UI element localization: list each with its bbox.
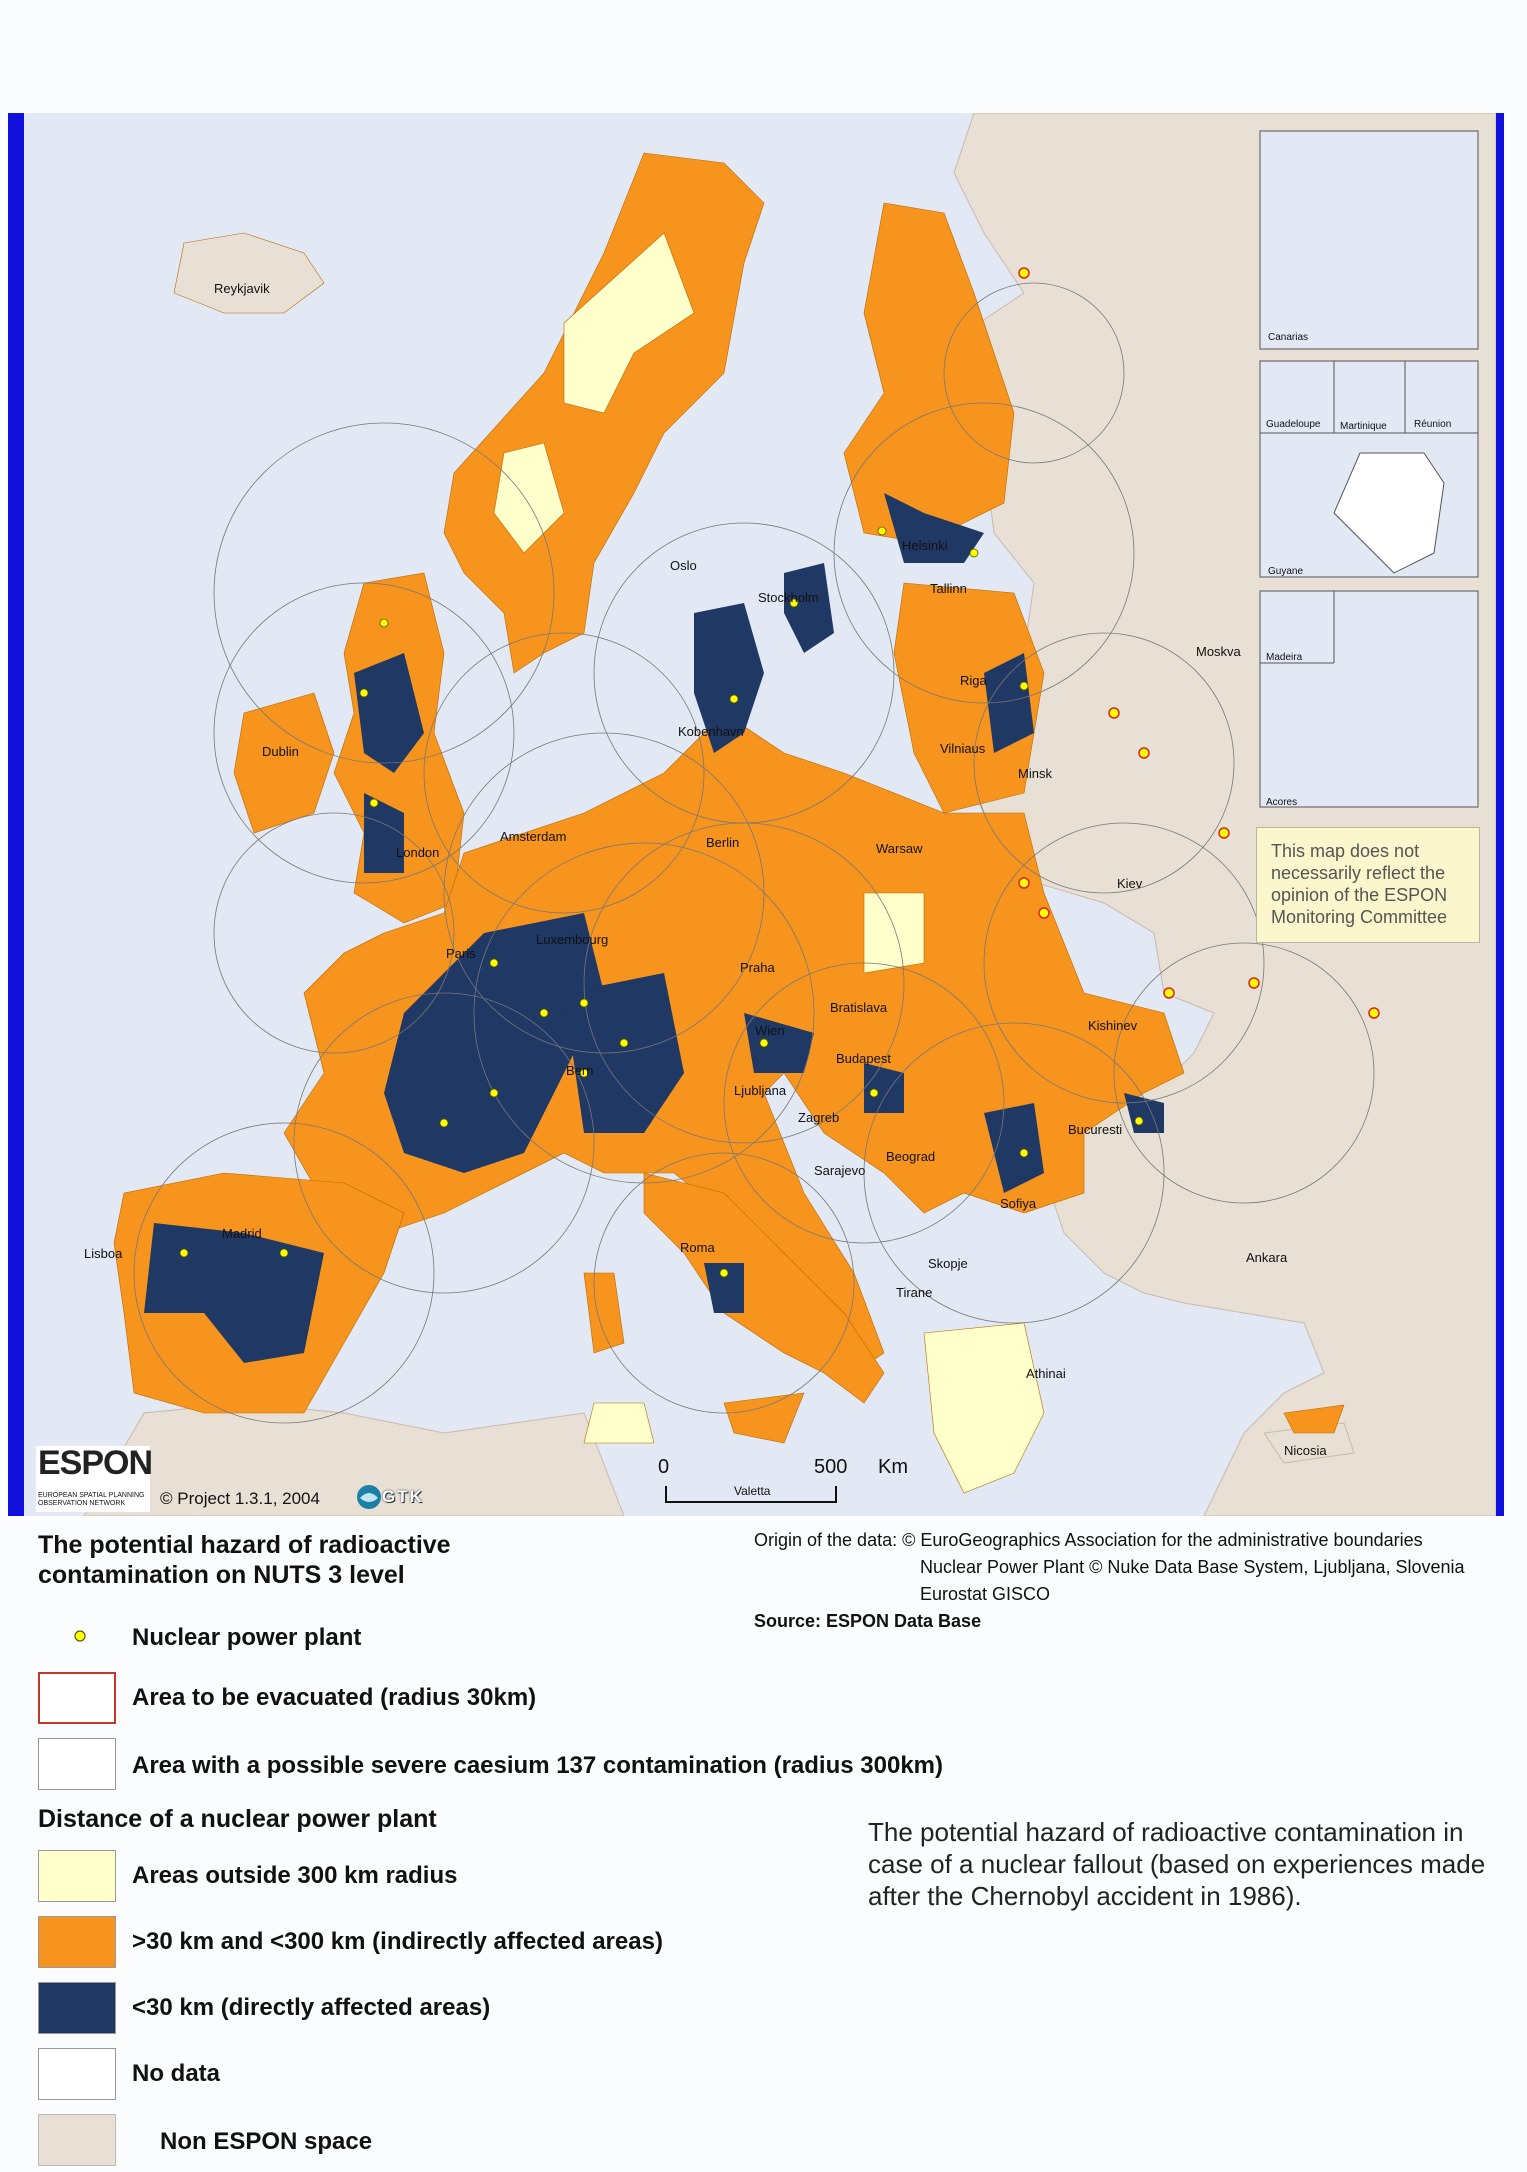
copyright: © Project 1.3.1, 2004: [160, 1489, 320, 1508]
city-label: Athinai: [1026, 1366, 1066, 1381]
espon-logo: [36, 1444, 153, 1512]
city-label: Sarajevo: [814, 1163, 866, 1178]
city-label: Kiev: [1117, 876, 1143, 891]
city-label: Tirane: [896, 1285, 933, 1300]
inset-label: Guadeloupe: [1266, 419, 1321, 430]
class-swatch: [38, 2114, 116, 2166]
gtk-text: GTK: [382, 1487, 424, 1506]
city-label: Bucuresti: [1068, 1122, 1123, 1137]
scale-unit: Km: [878, 1456, 908, 1478]
inset-label: Madeira: [1266, 652, 1303, 663]
city-label: Madrid: [222, 1226, 262, 1241]
scale-start: 0: [658, 1456, 670, 1478]
city-label: Bern: [566, 1063, 594, 1078]
grey-outline-swatch: [38, 1738, 116, 1790]
legend-label: Non ESPON space: [160, 2128, 373, 2155]
city-label: Oslo: [670, 558, 697, 573]
city-label: Amsterdam: [500, 829, 567, 844]
city-label: Helsinki: [902, 538, 948, 553]
city-label: Lisboa: [84, 1246, 123, 1261]
city-label: Ankara: [1246, 1250, 1288, 1265]
city-label: Tallinn: [930, 581, 967, 596]
disclaimer-box: This map does not necessarily reflect the opinion of the ESPON Monitoring Committee: [1256, 827, 1480, 943]
inset-label: Guyane: [1268, 566, 1304, 577]
city-label: Warsaw: [876, 841, 923, 856]
logo-word: ESPON: [38, 1444, 153, 1482]
gtk-globe-icon: [356, 1484, 382, 1510]
legend-label: Areas outside 300 km radius: [132, 1862, 458, 1889]
legend-title-line: The potential hazard of radioactive: [38, 1531, 451, 1559]
city-label: Praha: [740, 960, 775, 975]
city-label: Sofiya: [1000, 1196, 1037, 1211]
city-label: Budapest: [836, 1051, 891, 1066]
origin-line: Origin of the data: © EuroGeographics Association for the administrative boundaries: [754, 1530, 1423, 1550]
scale-end: 500: [814, 1456, 848, 1478]
city-label: Nicosia: [1284, 1443, 1327, 1458]
city-label: Berlin: [706, 835, 740, 850]
city-label: Zagreb: [798, 1110, 840, 1125]
inset-label: Canarias: [1268, 332, 1309, 343]
class-swatch: [38, 1982, 116, 2034]
inset-label: Réunion: [1414, 419, 1452, 430]
source-line: Source: ESPON Data Base: [754, 1611, 982, 1631]
city-label: Dublin: [262, 744, 299, 759]
city-label: London: [396, 845, 440, 860]
legend-label: Nuclear power plant: [132, 1624, 362, 1651]
europe-map: [24, 113, 1496, 1516]
legend-label: No data: [132, 2060, 221, 2087]
city-label: Bratislava: [830, 1000, 888, 1015]
distance-title: Distance of a nuclear power plant: [38, 1805, 437, 1833]
city-label: Vilniaus: [940, 741, 986, 756]
legend-label: Area with a possible severe caesium 137 contamination (radius 300km): [132, 1752, 943, 1779]
city-label: Kobenhavn: [678, 724, 744, 739]
city-label: Paris: [446, 946, 476, 961]
inset-label: Acores: [1266, 797, 1298, 808]
legend-label: Area to be evacuated (radius 30km): [132, 1684, 537, 1711]
class-swatch: [38, 1850, 116, 1902]
origin-line: Eurostat GISCO: [920, 1584, 1051, 1604]
city-label: Skopje: [928, 1256, 968, 1271]
scale-bar: [664, 1484, 840, 1506]
logo-subtitle: EUROPEAN SPATIAL PLANNING OBSERVATION NETWORK: [38, 1492, 145, 1507]
red-outline-swatch: [38, 1672, 116, 1724]
city-label: Beograd: [886, 1149, 936, 1164]
class-swatch: [38, 1916, 116, 1968]
class-swatch: [38, 2048, 116, 2100]
city-label: Ljubljana: [734, 1083, 787, 1098]
map-description: The potential hazard of radioactive contamination in case of a nuclear fallout (based on experiences made after the Chernobyl accident in 1986).: [868, 1817, 1486, 1911]
legend-label: <30 km (directly affected areas): [132, 1994, 491, 2021]
city-label: Minsk: [1018, 766, 1052, 781]
city-label: Moskva: [1196, 644, 1241, 659]
city-label: Riga: [960, 673, 987, 688]
origin-line: Nuclear Power Plant © Nuke Data Base System, Ljubljana, Slovenia: [920, 1557, 1465, 1577]
city-label: Kishinev: [1088, 1018, 1138, 1033]
city-label: Wien: [755, 1023, 785, 1038]
legend-title: [38, 1530, 451, 1590]
insets: [1260, 131, 1478, 807]
city-label: Valetta: [734, 1484, 771, 1498]
city-label: Reykjavik: [214, 281, 270, 296]
city-label: Stockholm: [758, 590, 819, 605]
legend-label: >30 km and <300 km (indirectly affected areas): [132, 1928, 663, 1955]
city-label: Roma: [680, 1240, 715, 1255]
inset-label: Martinique: [1340, 421, 1387, 432]
gtk-logo: [356, 1484, 424, 1508]
city-label: Luxembourg: [536, 932, 609, 947]
legend-title-line: contamination on NUTS 3 level: [38, 1561, 405, 1589]
plant-dot-icon: [38, 1620, 116, 1660]
